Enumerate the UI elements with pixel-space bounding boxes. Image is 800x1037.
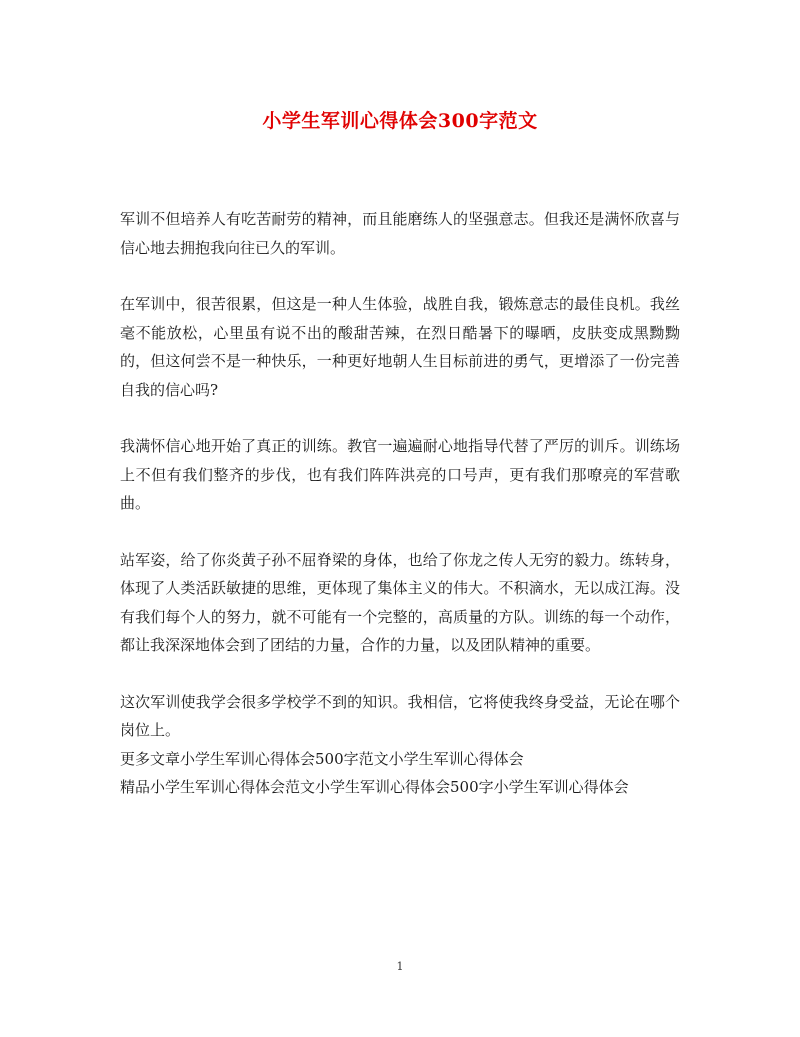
paragraph-4: 站军姿，给了你炎黄子孙不屈脊梁的身体，也给了你龙之传人无穷的毅力。练转身，体现了人类活跃敏捷的思维，更体现了集体主义的伟大。不积滴水，无以成江海。没有我们每个人的努力，就不可能有一个完整的，高质量的方队。训练的每一个动作，都让我深深地体会到了团结的力量，合作的力量，以及团队精神的重要。 [120, 550, 680, 654]
related-articles-line[interactable]: 更多文章小学生军训心得体会500字范文小学生军训心得体会 [120, 749, 524, 768]
paragraph-2: 在军训中，很苦很累，但这是一种人生体验，战胜自我，锻炼意志的最佳良机。我丝毫不能放松，心里虽有说不出的酸甜苦辣，在烈日酷暑下的曝晒，皮肤变成黑黝黝的，但这何尝不是一种快乐，一种更好地朝人生目标前进的勇气，更增添了一份完善自我的信心吗? [120, 295, 680, 399]
paragraph-1: 军训不但培养人有吃苦耐劳的精神，而且能磨练人的坚强意志。但我还是满怀欣喜与信心地去拥抱我向往已久的军训。 [120, 210, 680, 257]
page-number: 1 [396, 960, 404, 973]
featured-articles-line[interactable]: 精品小学生军训心得体会范文小学生军训心得体会500字小学生军训心得体会 [120, 778, 629, 796]
paragraph-5: 这次军训使我学会很多学校学不到的知识。我相信，它将使我终身受益，无论在哪个岗位上。 [120, 692, 680, 739]
page-title: 小学生军训心得体会300字范文 [262, 110, 538, 132]
paragraph-3: 我满怀信心地开始了真正的训练。教官一遍遍耐心地指导代替了严厉的训斥。训练场上不但有我们整齐的步伐，也有我们阵阵洪亮的口号声，更有我们那嘹亮的军营歌曲。 [120, 437, 680, 512]
document-body [120, 205, 680, 802]
